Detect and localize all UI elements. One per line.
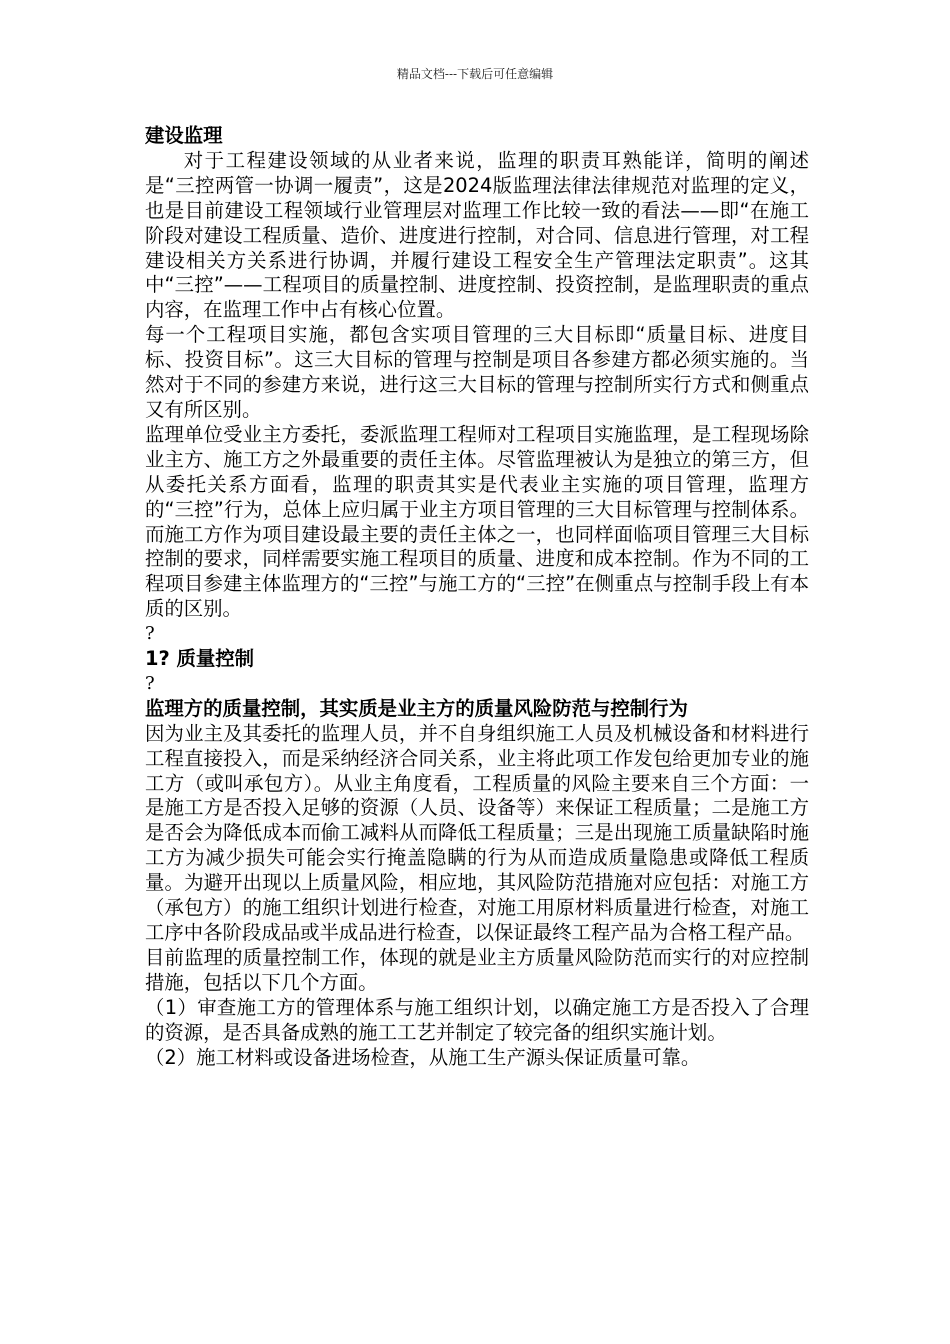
paragraph-control-measures: 目前监理的质量控制工作，体现的就是业主方质量风险防范而实行的对应控制措施，包括以下几个方面。 bbox=[145, 945, 809, 994]
list-item-1: （1）审查施工方的管理体系与施工组织计划，以确定施工方是否投入了合理的资源，是否具备成熟的施工工艺并制定了较完备的组织实施计划。 bbox=[145, 995, 809, 1044]
paragraph-intro: 对于工程建设领域的从业者来说，监理的职责耳熟能详，简明的阐述是“三控两管一协调一履责”，这是2024版监理法律法律规范对监理的定义，也是目前建设工程领域行业管理层对监理工作比较一致的看法——即“在施工阶段对建设工程质量、造价、进度进行控制，对合同、信息进行管理，对工程建设相关方关系进行协调，并履行建设工程安全生产管理法定职责”。这其中“三控”——工程项目的质量控制、进度控制、投资控制，是监理职责的重点内容，在监理工作中占有核心位置。 bbox=[145, 148, 809, 322]
paragraph-three-targets: 每一个工程项目实施，都包含实项目管理的三大目标即“质量目标、进度目标、投资目标”。这三大目标的管理与控制是项目各参建方都必须实施的。当然对于不同的参建方来说，进行这三大目标的管理与控制所实行方式和侧重点又有所区别。 bbox=[145, 323, 809, 421]
paragraph-quality-risk: 因为业主及其委托的监理人员，并不自身组织施工人员及机械设备和材料进行工程直接投入，而是采纳经济合同关系，业主将此项工作发包给更加专业的施工方（或叫承包方）。从业主角度看，工程质量的风险主要来自三个方面：一是施工方是否投入足够的资源（人员、设备等）来保证工程质量；二是施工方是否会为降低成本而偷工减料从而降低工程质量；三是出现施工质量缺陷时施工方为减少损失可能会实行掩盖隐瞒的行为从而造成质量隐患或降低工程质量。为避开出现以上质量风险，相应地，其风险防范措施对应包括：对施工方（承包方）的施工组织计划进行检查，对施工用原材料质量进行检查，对施工工序中各阶段成品或半成品进行检查，以保证最终工程产品为合格工程产品。 bbox=[145, 721, 809, 944]
page-header: 精品文档---下载后可任意编辑 bbox=[396, 67, 554, 81]
list-item-2: （2）施工材料或设备进场检查，从施工生产源头保证质量可靠。 bbox=[145, 1045, 701, 1069]
paragraph-supervision-role: 监理单位受业主方委托，委派监理工程师对工程项目实施监理，是工程现场除业主方、施工方之外最重要的责任主体。尽管监理被认为是独立的第三方，但从委托关系方面看，监理的职责其实是代表业主实施的项目管理，监理方的“三控”行为，总体上应归属于业主方项目管理的三大目标管理与控制体系。而施工方作为项目建设最主要的责任主体之一，也同样面临项目管理三大目标控制的要求，同样需要实施工程项目的质量、进度和成本控制。作为不同的工程项目参建主体监理方的“三控”与施工方的“三控”在侧重点与控制手段上有本质的区别。 bbox=[145, 422, 809, 621]
placeholder-mark: ? bbox=[145, 623, 155, 645]
section-heading-quality-control: 1? 质量控制 bbox=[145, 647, 255, 671]
document-body bbox=[145, 124, 809, 1070]
subheading-quality-risk: 监理方的质量控制，其实质是业主方的质量风险防范与控制行为 bbox=[145, 696, 688, 720]
document-title: 建设监理 bbox=[145, 124, 223, 147]
placeholder-mark: ? bbox=[145, 672, 155, 694]
